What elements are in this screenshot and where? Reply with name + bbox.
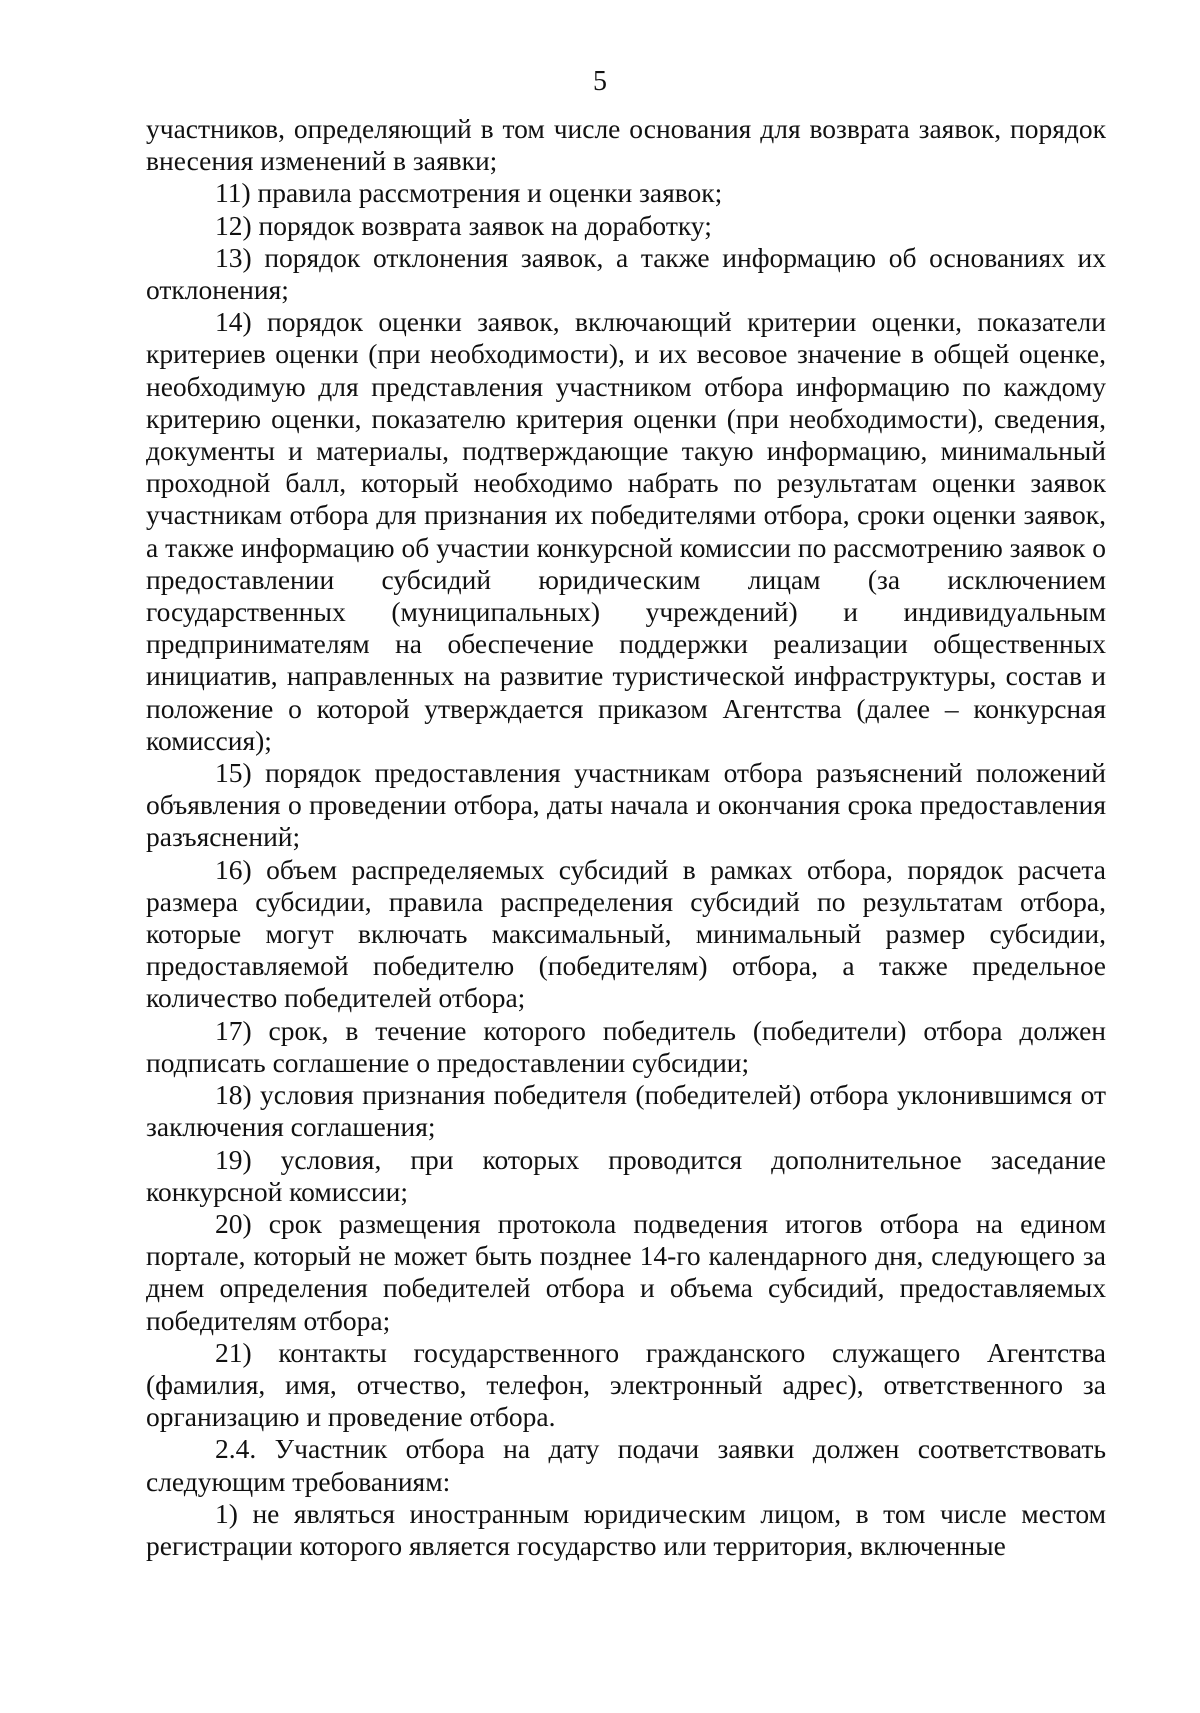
paragraph-item-12: 12) порядок возврата заявок на доработку; <box>215 209 712 241</box>
paragraph-item-13: 13) порядок отклонения заявок, а также информацию об основаниях их отклонения; <box>146 241 1106 306</box>
paragraph-item-15: 15) порядок предоставления участникам отбора разъяснений положений объявления о проведении отбора, даты начала и окончания срока предоставления разъяснений; <box>146 757 1106 853</box>
paragraph-section-2-4: 2.4. Участник отбора на дату подачи заявки должен соответствовать следующим требованиям: <box>146 1433 1106 1497</box>
paragraph-item-16: 16) объем распределяемых субсидий в рамках отбора, порядок расчета размера субсидии, правила распределения субсидий по результатам отбора, которые могут включать максимальный, минимальный размер субсидии, предоставляемой победителю (победителям) отбора, а также предельное количество победителей отбора; <box>146 853 1106 1014</box>
paragraph-continuation: участников, определяющий в том числе основания для возврата заявок, порядок внесения изменений в заявки; <box>146 113 1106 177</box>
paragraph-item-14: 14) порядок оценки заявок, включающий критерии оценки, показатели критериев оценки (при необходимости), и их весовое значение в общей оценке, необходимую для представления участником отбора информацию по каждому критерию оценки, показателю критерия оценки (при необходимости), сведения, документы и материалы, подтверждающие такую информацию, минимальный проходной балл, который необходимо набрать по результатам оценки заявок участникам отбора для признания их победителями отбора, сроки оценки заявок, а также информацию об участии конкурсной комиссии по рассмотрению заявок о предоставлении субсидий юридическим лицам (за исключением государственных (муниципальных) учреждений) и индивидуальным предпринимателям на обеспечение поддержки реализации общественных инициатив, направленных на развитие туристической инфраструктуры, состав и положение о которой утверждается приказом Агентства (далее – конкурсная комиссия); <box>146 306 1106 756</box>
paragraph-item-18: 18) условия признания победителя (победителей) отбора уклонившимся от заключения соглашения; <box>146 1079 1106 1143</box>
paragraph-requirement-1: 1) не являться иностранным юридическим лицом, в том числе местом регистрации которого является государство или территория, включенные <box>146 1497 1106 1561</box>
paragraph-item-11: 11) правила рассмотрения и оценки заявок; <box>215 177 723 209</box>
page-number: 5 <box>593 66 607 97</box>
paragraph-item-20: 20) срок размещения протокола подведения итогов отбора на едином портале, который не может быть позднее 14-го календарного дня, следующего за днем определения победителей отбора и объема субсидий, предоставляемых победителям отбора; <box>146 1207 1106 1336</box>
paragraph-item-17: 17) срок, в течение которого победитель (победители) отбора должен подписать соглашение о предоставлении субсидии; <box>146 1014 1106 1078</box>
paragraph-item-21: 21) контакты государственного гражданского служащего Агентства (фамилия, имя, отчество, телефон, электронный адрес), ответственного за организацию и проведение отбора. <box>146 1336 1106 1433</box>
document-body <box>146 113 1106 1562</box>
paragraph-item-19: 19) условия, при которых проводится дополнительное заседание конкурсной комиссии; <box>146 1143 1106 1207</box>
